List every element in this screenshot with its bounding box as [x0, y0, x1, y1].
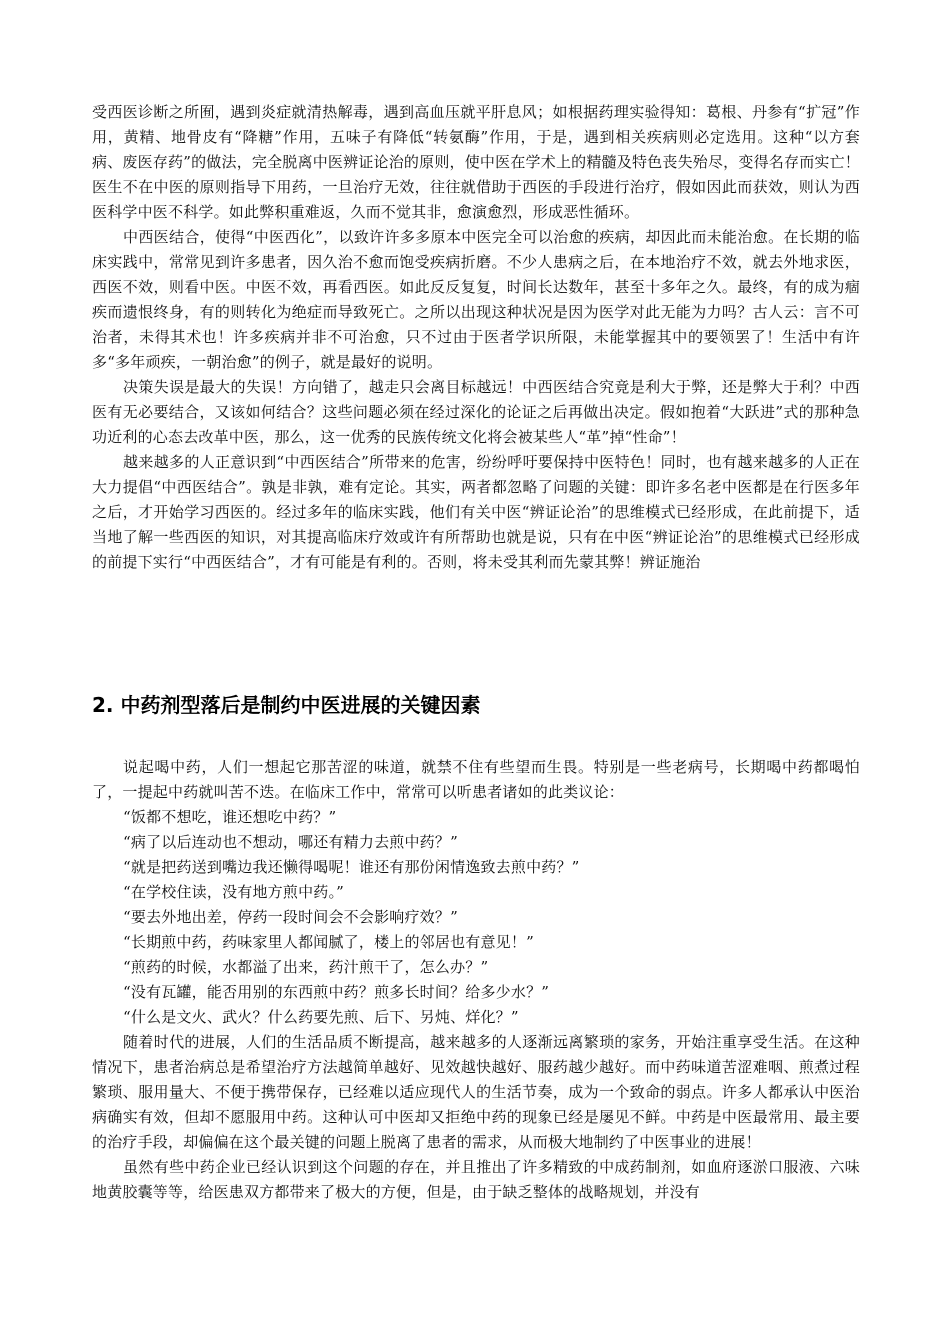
paragraph: 决策失误是最大的失误！方向错了，越走只会离目标越远！中西医结合究竟是利大于弊，还是弊大于利？中西医有无必要结合，又该如何结合？这些问题必须在经过深化的论证之后再做出决定。假如抱着“大跃进”式的那种急功近利的心态去改革中医，那么，这一优秀的民族传统文化将会被某些人“革”掉“性命”！	[92, 378, 860, 446]
paragraph: 受西医诊断之所囿，遇到炎症就清热解毒，遇到高血压就平肝息风；如根据药理实验得知：葛根、丹参有“扩冠”作用，黄精、地骨皮有“降糖”作用，五味子有降低“转氨酶”作用，于是，遇到相关疾病则必定选用。这种“以方套病、废医存药”的做法，完全脱离中医辨证论治的原则，使中医在学术上的精髓及特色丧失殆尽，变得名存而实亡！医生不在中医的原则指导下用药，一旦治疗无效，往往就借助于西医的手段进行治疗，假如因此而获效，则认为西医科学中医不科学。如此弊积重难返，久而不觉其非，愈演愈烈，形成恶性循环。	[92, 103, 860, 221]
paragraph: 随着时代的进展，人们的生活品质不断提高，越来越多的人逐渐远离繁琐的家务，开始注重享受生活。在这种情况下，患者治病总是希望治疗方法越简单越好、见效越快越好、服药越少越好。而中药味道苦涩难咽、煎煮过程繁琐、服用量大、不便于携带保存，已经难以适应现代人的生活节奏，成为一个致命的弱点。许多人都承认中医治病确实有效，但却不愿服用中药。这种认可中医却又拒绝中药的现象已经是屡见不鲜。中药是中医最常用、最主要的治疗手段，却偏偏在这个最关键的问题上脱离了患者的需求，从而极大地制约了中医事业的进展！	[92, 1033, 860, 1151]
quote-line: “病了以后连动也不想动，哪还有精力去煎中药？”	[123, 833, 458, 851]
paragraph: 中西医结合，使得“中医西化”，以致许许多多原本中医完全可以治愈的疾病，却因此而未能治愈。在长期的临床实践中，常常见到许多患者，因久治不愈而饱受疾病折磨。不少人患病之后，在本地治疗不效，就去外地求医，西医不效，则看中医。中医不效，再看西医。如此反反复复，时间长达数年，甚至十多年之久。最终，有的成为痼疾而遗恨终身，有的则转化为绝症而导致死亡。之所以出现这种状况是因为医学对此无能为力吗？古人云：言不可治者，未得其术也！许多疾病并非不可治愈，只不过由于医者学识所限，未能掌握其中的要领罢了！生活中有许多“多年顽疾，一朝治愈”的例子，就是最好的说明。	[92, 228, 860, 371]
paragraph: 虽然有些中药企业已经认识到这个问题的存在，并且推出了许多精致的中成药制剂，如血府逐淤口服液、六味地黄胶囊等等，给医患双方都带来了极大的方便，但是，由于缺乏整体的战略规划，并没有	[92, 1158, 860, 1201]
quote-line: “什么是文火、武火？什么药要先煎、后下、另炖、烊化？”	[123, 1008, 519, 1026]
section-heading: 2. 中药剂型落后是制约中医进展的关键因素	[92, 693, 481, 717]
section-1-text	[92, 100, 860, 575]
section-2-text	[92, 755, 860, 1205]
quote-line: “就是把药送到嘴边我还懒得喝呢！谁还有那份闲情逸致去煎中药？”	[123, 858, 580, 876]
quote-line: “要去外地出差，停药一段时间会不会影响疗效？”	[123, 908, 458, 926]
paragraph: 越来越多的人正意识到“中西医结合”所带来的危害，纷纷呼吁要保持中医特色！同时，也有越来越多的人正在大力提倡“中西医结合”。孰是非孰，难有定论。其实，两者都忽略了问题的关键：即许多名老中医都是在行医多年之后，才开始学习西医的。经过多年的临床实践，他们有关中医“辨证论治”的思维模式已经形成，在此前提下，适当地了解一些西医的知识，对其提高临床疗效或许有所帮助也就是说，只有在中医“辨证论治”的思维模式已经形成的前提下实行“中西医结合”，才有可能是有利的。否则，将未受其利而先蒙其弊！辨证施治	[92, 453, 860, 571]
quote-line: “煎药的时候，水都溢了出来，药汁煎干了，怎么办？”	[123, 958, 489, 976]
quote-line: “在学校住读，没有地方煎中药。”	[123, 883, 345, 901]
quote-line: “饭都不想吃，谁还想吃中药？”	[123, 808, 337, 826]
quote-line: “没有瓦罐，能否用别的东西煎中药？煎多长时间？给多少水？”	[123, 983, 550, 1001]
quote-line: “长期煎中药，药味家里人都闻腻了，楼上的邻居也有意见！”	[123, 933, 534, 951]
paragraph: 说起喝中药，人们一想起它那苦涩的味道，就禁不住有些望而生畏。特别是一些老病号，长期喝中药都喝怕了，一提起中药就叫苦不迭。在临床工作中，常常可以听患者诸如的此类议论：	[92, 758, 860, 801]
